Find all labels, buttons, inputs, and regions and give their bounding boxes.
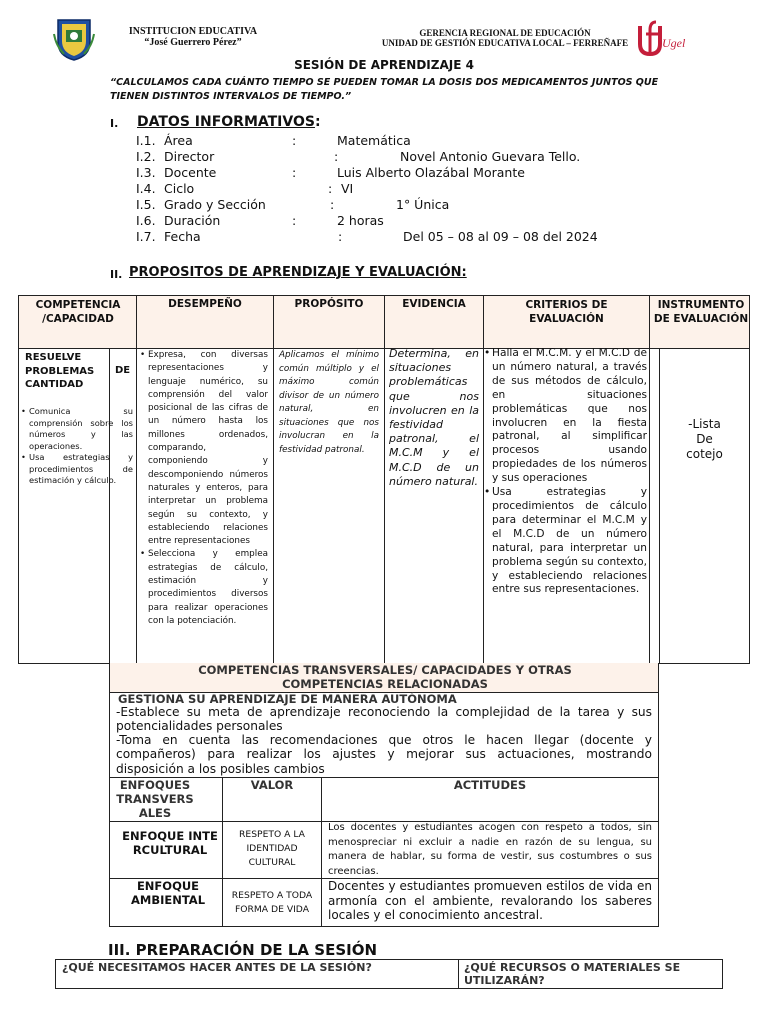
criterio-item: • Usa estrategias y procedimientos de cálculo para determinar el M.C.M y el M.C.D de un número natural, para interpretar un problema según su contexto, y estableciendo relaciones entre sus representaciones.: [484, 486, 647, 597]
valor-intercultural: RESPETO A LA IDENTIDAD CULTURAL: [239, 829, 305, 868]
prep-col-before: ¿QUÉ NECESITAMOS HACER ANTES DE LA SESIÓN?: [62, 961, 372, 974]
school-crest: [52, 16, 96, 62]
col-divider: [659, 348, 660, 663]
actitud-intercultural: Los docentes y estudiantes acogen con respeto a todos, sin menospreciar ni excluir a nadie en razón de su lengua, su manera de hablar, su forma de vestir, sus costumbres o sus creencias.: [328, 822, 652, 877]
info-code: I.7.: [136, 229, 156, 244]
info-sep: :: [292, 165, 297, 180]
info-sep: :: [334, 149, 339, 164]
col-divider: [458, 960, 459, 988]
info-label: Director: [164, 149, 215, 164]
info-value: Luis Alberto Olazábal Morante: [337, 165, 525, 180]
instrumento-line: -Lista: [688, 417, 721, 431]
col-divider: [649, 296, 650, 663]
info-code: I.5.: [136, 197, 156, 212]
unidad-text: UNIDAD DE GESTIÓN EDUCATIVA LOCAL – FERREÑAFE: [381, 38, 629, 48]
header-evidencia: EVIDENCIA: [402, 298, 466, 310]
info-label: Fecha: [164, 229, 201, 244]
header-desempeno: DESEMPEÑO: [168, 298, 242, 310]
section-1-number: I.: [110, 117, 119, 130]
criterios-list: [484, 347, 647, 597]
gestiona-title: GESTIONA SU APRENDIZAJE DE MANERA AUTÓNOMA: [118, 692, 457, 706]
capacidad-item: • Usa estrategias y procedimientos de estimación y cálculo.: [21, 452, 133, 487]
school-person: “José Guerrero Pérez”: [144, 37, 242, 48]
col-valor: VALOR: [250, 778, 294, 792]
info-value: Matemática: [337, 133, 411, 148]
section-2-title: PROPOSITOS DE APRENDIZAJE Y EVALUACIÓN:: [129, 265, 467, 280]
info-code: I.4.: [136, 181, 156, 196]
col-divider: [136, 296, 137, 663]
header-instrumento: INSTRUMENTO DE EVALUACIÓN: [653, 299, 749, 325]
gestiona-line-1: -Establece su meta de aprendizaje reconociendo la complejidad de la tarea y sus potencialidades personales: [116, 705, 652, 734]
session-subtitle: “CALCULAMOS CADA CUÁNTO TIEMPO SE PUEDEN TOMAR LA DOSIS DOS MEDICAMENTOS JUNTOS QUE TIENEN DISTINTOS INTERVALOS DE TIEMPO.”: [110, 77, 659, 102]
col-divider: [321, 777, 322, 926]
info-label: Ciclo: [164, 181, 195, 196]
enfoque-ambiental: ENFOQUE AMBIENTAL: [130, 879, 206, 907]
header-criterios: CRITERIOS DE EVALUACIÓN: [525, 299, 608, 325]
valor-ambiental: RESPETO A TODA FORMA DE VIDA: [231, 890, 313, 915]
purposes-table: [18, 295, 750, 664]
col-divider: [384, 296, 385, 663]
info-value: Novel Antonio Guevara Tello.: [400, 149, 581, 164]
info-value: Del 05 – 08 al 09 – 08 del 2024: [403, 229, 598, 244]
criterio-item: • Halla el M.C.M. y el M.C.D de un número natural, a través de sus métodos de cálculo, en situaciones problemáticas que nos involucren en la fiesta patronal, al simplificar procesos usando propiedades de los números y sus operaciones: [484, 347, 647, 486]
instrumento-line: De: [696, 432, 713, 446]
info-label: Docente: [164, 165, 217, 180]
col-actitudes: ACTITUDES: [453, 778, 527, 792]
transversal-heading: COMPETENCIAS TRANSVERSALES/ CAPACIDADES Y OTRAS COMPETENCIAS RELACIONADAS: [198, 663, 572, 691]
section-2-number: II.: [110, 268, 123, 281]
info-label: Área: [164, 133, 193, 148]
info-code: I.6.: [136, 213, 156, 228]
desempeno-item: • Selecciona y emplea estrategias de cálculo, estimación y procedimientos diversos para realizar operaciones con la potenciación.: [140, 548, 268, 628]
header-competencia: COMPETENCIA /CAPACIDAD: [35, 299, 121, 325]
prep-col-resources: ¿QUÉ RECURSOS O MATERIALES SE UTILIZARÁN?: [464, 961, 681, 987]
ugel-logo: [636, 20, 686, 58]
info-code: I.1.: [136, 133, 156, 148]
info-sep: :: [292, 133, 297, 148]
capacidades-list: [21, 406, 133, 487]
info-sep: :: [338, 229, 343, 244]
competencia-title-1: RESUELVE PROBLEMAS: [25, 352, 95, 377]
info-sep: :: [292, 213, 297, 228]
evidencia-text: Determina, en situaciones problemáticas que nos involucren en la festividad patronal, el M.C.M y el M.C.D de un número natural.: [389, 347, 479, 488]
ugel-logo-text: Ugel: [662, 36, 686, 50]
competencia-title-de: DE: [115, 365, 131, 376]
header-proposito: PROPÓSITO: [294, 298, 364, 310]
gestiona-line-2: -Toma en cuenta las recomendaciones que otros le hacen llegar (docente y compañeros) para realizar los ajustes y mejorar sus actuaciones, mostrando disposición a los posibles cambios: [116, 733, 652, 776]
desempenos-list: [140, 349, 268, 628]
info-label: Grado y Sección: [164, 197, 266, 212]
section-1-title-colon: :: [314, 114, 321, 130]
col-divider: [109, 348, 110, 663]
info-label: Duración: [164, 213, 221, 228]
section-1-title: [137, 114, 321, 130]
gerencia-text: GERENCIA REGIONAL DE EDUCACIÓN: [419, 28, 591, 38]
info-code: I.2.: [136, 149, 156, 164]
instrumento-line: cotejo: [686, 447, 723, 461]
proposito-text: Aplicamos el mínimo común múltiplo y el máximo común divisor de un número natural, en situaciones que nos involucran en la festividad patronal.: [279, 350, 379, 455]
competencia-title-2: CANTIDAD: [25, 379, 84, 390]
info-sep: :: [328, 181, 333, 196]
school-name: INSTITUCION EDUCATIVA: [128, 26, 258, 37]
col-divider: [222, 777, 223, 926]
info-code: I.3.: [136, 165, 156, 180]
preparation-table: [55, 959, 723, 989]
section-1-title-text: DATOS INFORMATIVOS: [137, 114, 315, 130]
info-value: VI: [341, 181, 354, 196]
instrumento-text: [660, 417, 749, 462]
capacidad-item: • Comunica su comprensión sobre los números y las operaciones.: [21, 406, 133, 452]
col-divider: [273, 296, 274, 663]
col-enfoques: ENFOQUES TRANSVERSALES: [116, 778, 194, 820]
section-3-title: III. PREPARACIÓN DE LA SESIÓN: [108, 941, 378, 959]
info-value: 1° Única: [396, 197, 450, 212]
actitud-ambiental: Docentes y estudiantes promueven estilos de vida en armonía con el ambiente, revalorando los saberes locales y el conocimiento ancestral.: [328, 879, 652, 922]
info-sep: :: [330, 197, 335, 212]
page-title: SESIÓN DE APRENDIZAJE 4: [294, 58, 474, 72]
desempeno-item: • Expresa, con diversas representaciones y lenguaje numérico, su comprensión del valor posicional de las cifras de un número hasta los millones ordenados, comparando, componiendo y descomponiendo números naturales y enteros, para interpretar un problema según su contexto, y estableciendo relaciones entre representaciones: [140, 349, 268, 548]
enfoque-intercultural: ENFOQUE INTERCULTURAL: [122, 829, 218, 857]
info-value: 2 horas: [337, 213, 384, 228]
transversal-table: [109, 663, 659, 927]
